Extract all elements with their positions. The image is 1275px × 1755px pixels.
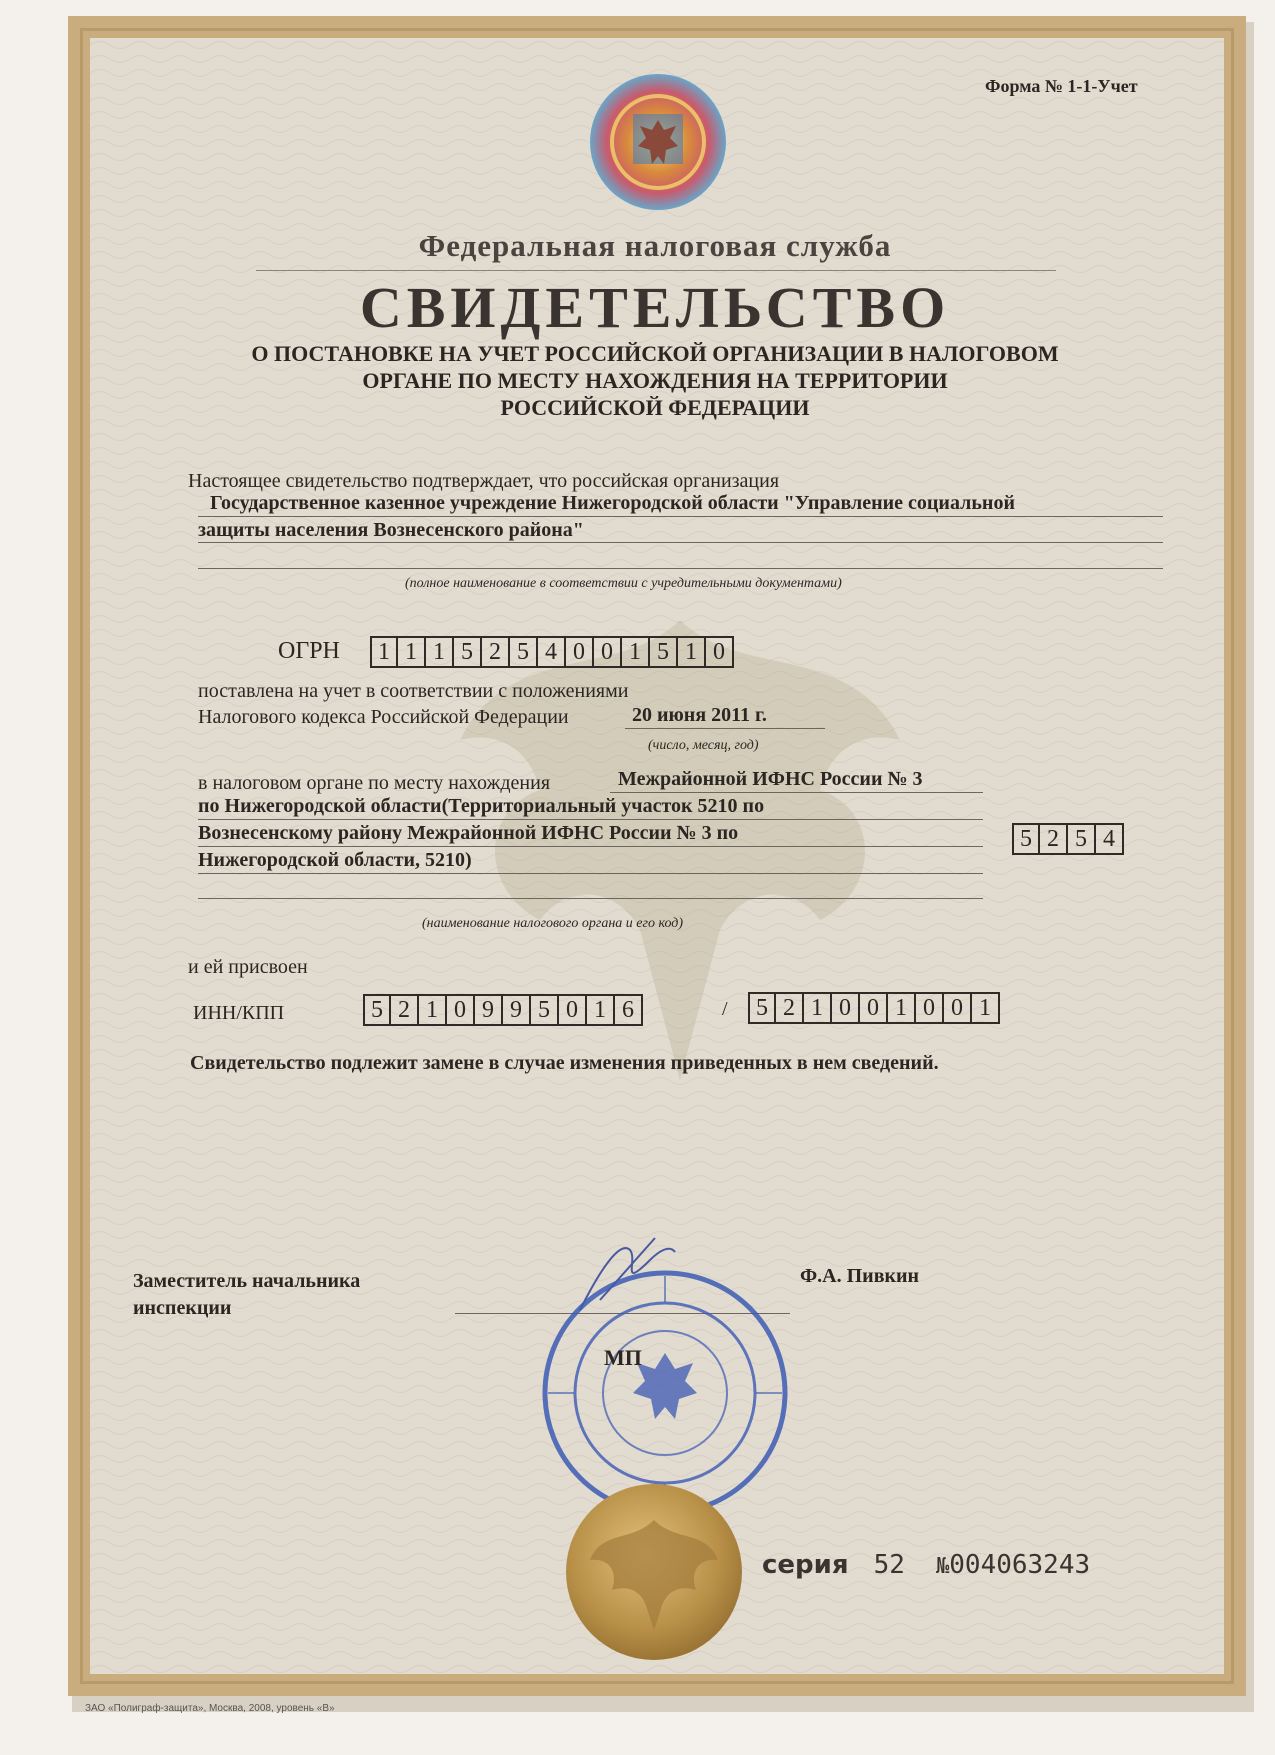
digit-cell: 0 (706, 636, 734, 668)
hologram-emblem-icon (588, 72, 728, 212)
digit-cell: 1 (678, 636, 706, 668)
org-name-line-1: Государственное казенное учреждение Нижегородской области "Управление социальной (210, 492, 1015, 514)
digit-cell: 5 (510, 636, 538, 668)
org-line-1 (198, 516, 1163, 517)
digit-cell: 1 (804, 992, 832, 1024)
digit-cell: 5 (748, 992, 776, 1024)
digit-cell: 6 (615, 994, 643, 1026)
inn-kpp-label: ИНН/КПП (193, 1002, 285, 1024)
tax-office-caption: (наименование налогового органа и его код) (422, 916, 684, 931)
digit-cell: 1 (587, 994, 615, 1026)
registered-text-1: поставлена на учет в соответствии с положениями (198, 680, 629, 702)
tax-line-4 (198, 873, 983, 874)
digit-cell: 0 (559, 994, 587, 1026)
replacement-note: Свидетельство подлежит замене в случае изменения приведенных в нем сведений. (190, 1052, 939, 1074)
tax-line-3 (198, 846, 983, 847)
inn-cells (363, 994, 643, 1026)
printer-footer: ЗАО «Полиграф-защита», Москва, 2008, уровень «В» (85, 1703, 335, 1714)
digit-cell: 0 (594, 636, 622, 668)
digit-cell: 1 (426, 636, 454, 668)
digit-cell: 4 (1096, 823, 1124, 855)
registered-text-2: Налогового кодекса Российской Федерации (198, 706, 569, 728)
digit-cell: 5 (650, 636, 678, 668)
digit-cell: 0 (832, 992, 860, 1024)
ogrn-cells (370, 636, 734, 668)
kpp-cells (748, 992, 1000, 1024)
tax-office-line-4: Нижегородской области, 5210) (198, 849, 472, 871)
digit-cell: 1 (370, 636, 398, 668)
digit-cell: 5 (454, 636, 482, 668)
assigned-label: и ей присвоен (188, 956, 308, 978)
series-value: 52 (873, 1550, 905, 1580)
number-label: № (936, 1554, 950, 1579)
digit-cell: 0 (916, 992, 944, 1024)
tax-office-code-cells (1012, 823, 1124, 855)
digit-cell: 0 (566, 636, 594, 668)
document-subtitle: О ПОСТАНОВКЕ НА УЧЕТ РОССИЙСКОЙ ОРГАНИЗАЦИИ В НАЛОГОВОМ ОРГАНЕ ПО МЕСТУ НАХОЖДЕНИЯ НА ТЕРРИТОРИИ РОССИЙСКОЙ ФЕДЕРАЦИИ (251, 341, 1059, 420)
digit-cell: 1 (398, 636, 426, 668)
date-caption: (число, месяц, год) (648, 738, 759, 753)
org-caption: (полное наименование в соответствии с учредительными документами) (405, 576, 842, 591)
tax-office-line-3: Вознесенскому району Межрайонной ИФНС России № 3 по (198, 822, 739, 844)
intro-text: Настоящее свидетельство подтверждает, что российская организация (188, 470, 780, 492)
org-line-3 (198, 568, 1163, 569)
digit-cell: 1 (888, 992, 916, 1024)
number-value: 004063243 (949, 1550, 1091, 1580)
ogrn-label: ОГРН (278, 638, 340, 664)
document-title: СВИДЕТЕЛЬСТВО (359, 275, 951, 340)
digit-cell: 9 (475, 994, 503, 1026)
agency-name: Федеральная налоговая служба (418, 228, 892, 263)
digit-cell: 5 (531, 994, 559, 1026)
inn-kpp-separator: / (722, 998, 728, 1020)
agency-underline (256, 270, 1056, 271)
digit-cell: 0 (447, 994, 475, 1026)
digit-cell: 1 (972, 992, 1000, 1024)
series-label: серия (762, 1550, 849, 1580)
digit-cell: 1 (419, 994, 447, 1026)
digit-cell: 2 (776, 992, 804, 1024)
signer-position: Заместитель начальника инспекции (133, 1270, 361, 1319)
tax-line-1 (610, 792, 983, 793)
digit-cell: 1 (622, 636, 650, 668)
digit-cell: 0 (860, 992, 888, 1024)
mp-label: МП (604, 1345, 642, 1370)
series-number (762, 1550, 1090, 1580)
form-number: Форма № 1-1-Учет (985, 76, 1138, 96)
registration-date: 20 июня 2011 г. (632, 704, 767, 726)
digit-cell: 2 (482, 636, 510, 668)
org-line-2 (198, 542, 1163, 543)
tax-line-2 (198, 819, 983, 820)
tax-line-5 (198, 898, 983, 899)
tax-office-line-1: Межрайонной ИФНС России № 3 (618, 768, 923, 790)
signer-name: Ф.А. Пивкин (800, 1265, 920, 1287)
digit-cell: 5 (363, 994, 391, 1026)
org-name-line-2: защиты населения Вознесенского района" (198, 519, 584, 541)
gold-seal-icon (562, 1480, 747, 1665)
digit-cell: 2 (1040, 823, 1068, 855)
digit-cell: 5 (1012, 823, 1040, 855)
digit-cell: 5 (1068, 823, 1096, 855)
digit-cell: 4 (538, 636, 566, 668)
tax-office-label: в налоговом органе по месту нахождения (198, 772, 551, 794)
date-line (625, 728, 825, 729)
digit-cell: 2 (391, 994, 419, 1026)
tax-office-line-2: по Нижегородской области(Территориальный участок 5210 по (198, 795, 765, 817)
digit-cell: 0 (944, 992, 972, 1024)
digit-cell: 9 (503, 994, 531, 1026)
